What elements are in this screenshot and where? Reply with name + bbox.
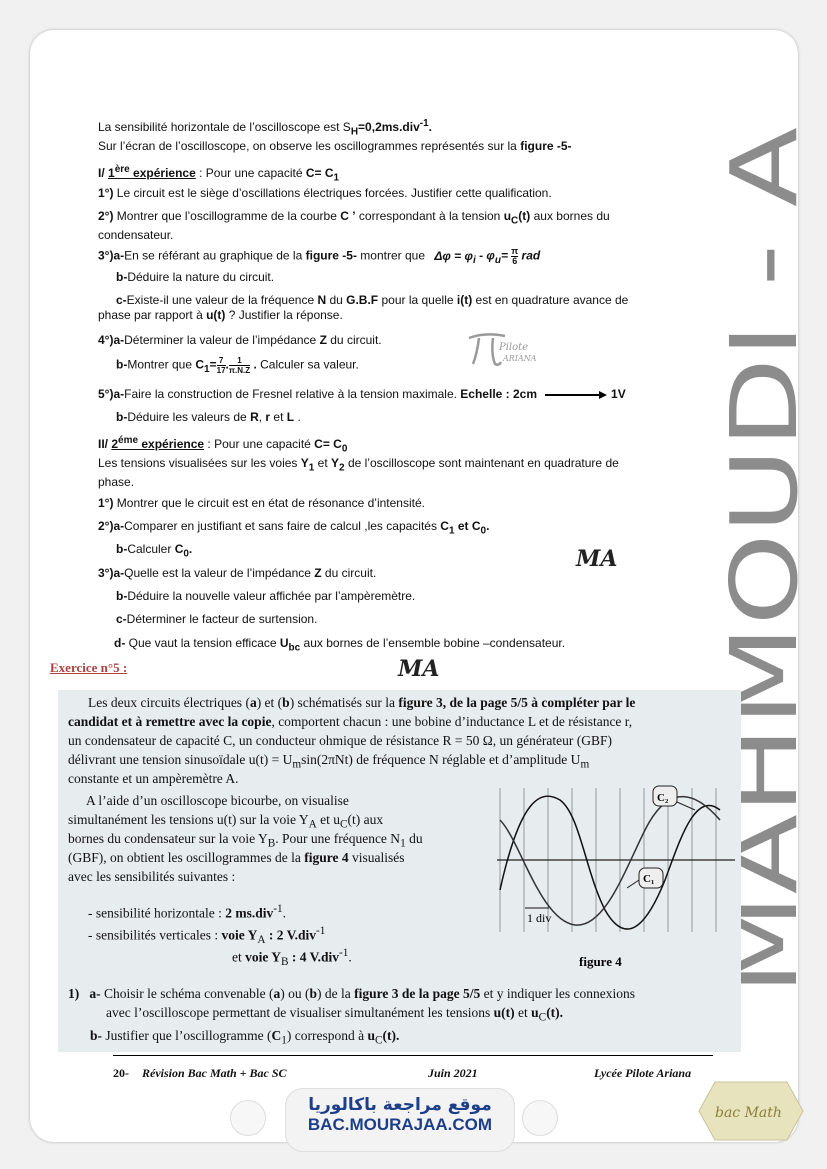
footer-page: 20- [113, 1066, 129, 1080]
svg-text:ARIANA: ARIANA [503, 354, 537, 363]
ex5-p5: constante et un ampèremètre A. [68, 771, 239, 786]
exp2-q3a: 3°)a-Quelle est la valeur de l’impédance Z du circuit. [98, 566, 377, 580]
footer-rule [113, 1055, 713, 1056]
svg-text:Pilote: Pilote [499, 342, 529, 353]
exp1-q3c: c-Existe-il une valeur de la fréquence N du G.B.F pour la quelle i(t) est en quadrature avance de phase par rapport à u(t) ? Justifier la réponse. [98, 293, 629, 322]
curve-c1 [500, 796, 720, 929]
svg-text:bac Math: bac Math [715, 1105, 782, 1121]
bacmath-logo [697, 1080, 805, 1142]
side-watermark-text: MAHMOUDI - A [711, 311, 818, 995]
exp2-q3c: c-Déterminer le facteur de surtension. [116, 612, 318, 626]
exp1-q3a: 3°)a-En se référant au graphique de la figure -5- montrer que $\Delta\varphi = \varphi_i - \varphi_u=$ $\frac{\pi}{6}$ rad [98, 246, 541, 267]
exp2-q1: 1°) Montrer que le circuit est en état de résonance d’intensité. [98, 496, 425, 510]
exp2-q2a: 2°)a-Comparer en justifiant et sans faire de calcul ,les capacités $C_1$ et $C_0$. [98, 519, 490, 537]
ex5-p9: (GBF), on obtient les oscillogrammes de la figure 4 visualisés [68, 850, 405, 865]
site-badge[interactable] [285, 1088, 515, 1152]
exp1-title: I/ 1ère expérience : Pour une capacité $C= C_1$ [98, 164, 340, 184]
arrow-right-icon [545, 390, 607, 400]
label-1div: 1 div [527, 911, 552, 925]
site-arabic: موقع مراجعة باكالوريا [308, 1095, 492, 1115]
ex5-p7: simultanément les tensions u(t) sur la voie $Y_A$ et $u_C(t)$ aux [68, 812, 384, 831]
line-ecran: Sur l’écran de l’oscilloscope, on observe les oscillogrammes représentés sur la figure -5- [98, 139, 572, 153]
ex5-q1-cont: avec l’oscilloscope permettant de visualiser simultanément les tensions u(t) et $u_C(t)$. [106, 1005, 564, 1024]
figure4-caption: figure 4 [579, 954, 622, 969]
exp1-q2: 2°) Montrer que l’oscillogramme de la courbe C ’ correspondant à la tension $u_C(t)$ aux bornes du condensateur. [98, 209, 610, 243]
exp2-title: II/ $2^{éme}$ expérience : Pour une capacité $C= C_0$ [98, 435, 348, 455]
right-logo-icon [522, 1100, 558, 1136]
exercice5-scan [58, 690, 741, 1052]
curve-c2 [500, 797, 720, 926]
ex5-p1: Les deux circuits électriques (a) et (b) schématisés sur la figure 3, de la page 5/5 à compléter par le [88, 695, 636, 710]
label-c1: C₁ [643, 873, 655, 885]
label-c2: C₂ [657, 792, 669, 804]
ma-signature-2: MA [398, 656, 440, 682]
ex5-p10: avec les sensibilités suivantes : [68, 869, 236, 884]
ex5-p6: A l’aide d’un oscilloscope bicourbe, on visualise [86, 793, 349, 808]
left-logo-icon [230, 1100, 266, 1136]
figure4-oscillogram [495, 780, 740, 972]
exp1-q4a: 4°)a-Déterminer la valeur de l’impédance Z du circuit. [98, 333, 382, 347]
ex5-q1: 1) a- Choisir le schéma convenable (a) ou (b) de la figure 3 de la page 5/5 et y indiquer les connexions [68, 986, 636, 1001]
footer-revision: Révision Bac Math + Bac SC [142, 1066, 287, 1080]
ex5-s1: - sensibilité horizontale : 2 ms.div$^{-1}$. [88, 903, 286, 921]
exercice-title: Exercice n°5 : [50, 660, 128, 675]
pilote-logo [465, 330, 555, 370]
site-link[interactable]: BAC.MOURAJAA.COM [307, 1115, 493, 1134]
ex5-q1b: b- Justifier que l’oscillogramme $(C_1)$ correspond à $u_C(t)$. [90, 1028, 400, 1047]
exp2-intro: Les tensions visualisées sur les voies $Y_1$ et $Y_2$ de l’oscilloscope sont maintenant en quadrature de phase. [98, 456, 619, 490]
ex5-p3: un condensateur de capacité C, un conducteur ohmique de résistance R = 50 Ω, un générateur (GBF) [68, 733, 612, 748]
ex5-p4: délivrant une tension sinusoïdale $u(t) = U_m\sin(2\pi Nt)$ de fréquence N réglable et d’amplitude $U_m$ [68, 752, 590, 771]
ex5-p8: bornes du condensateur sur la voie $Y_B$. Pour une fréquence $N_1$ du [68, 831, 423, 850]
exp1-q4b: b-Montrer que $C_1=$ $\frac{7}{17}$ . $\frac{1}{\pi.N.Z}$ . Calculer sa valeur. [116, 356, 359, 376]
line-sensibilite: La sensibilité horizontale de l’oscilloscope est $S_H=0,2ms.div^{-1}$. [98, 118, 433, 138]
exp2-q3b: b-Déduire la nouvelle valeur affichée par l’ampèremètre. [116, 589, 416, 603]
exp1-q5b: b-Déduire les valeurs de R, r et L . [116, 410, 301, 424]
footer-date: Juin 2021 [428, 1066, 478, 1080]
ex5-s2: - sensibilités verticales : voie $Y_A$ : 2 V.div$^{-1}$ [88, 925, 326, 947]
exp1-q1: 1°) Le circuit est le siège d’oscillations électriques forcées. Justifier cette qualification. [98, 186, 552, 200]
exp2-q2b: b-Calculer $C_0$. [116, 542, 193, 560]
ex5-p2: candidat et à remettre avec la copie, comportent chacun : une bobine d’inductance L et de résistance r, [68, 714, 633, 729]
ex5-s3: et voie $Y_B$ : 4 V.div$^{-1}$. [232, 947, 352, 969]
ma-signature: MA [576, 546, 618, 572]
exp2-q3d: d- Que vaut la tension efficace $U_{bc}$ aux bornes de l’ensemble bobine –condensateur. [114, 636, 566, 654]
exp1-q3b: b-Déduire la nature du circuit. [116, 270, 275, 284]
exp1-q5a: 5°)a-Faire la construction de Fresnel relative à la tension maximale. Echelle : 2cm 1V [98, 387, 626, 401]
footer-school: Lycée Pilote Ariana [594, 1066, 692, 1080]
